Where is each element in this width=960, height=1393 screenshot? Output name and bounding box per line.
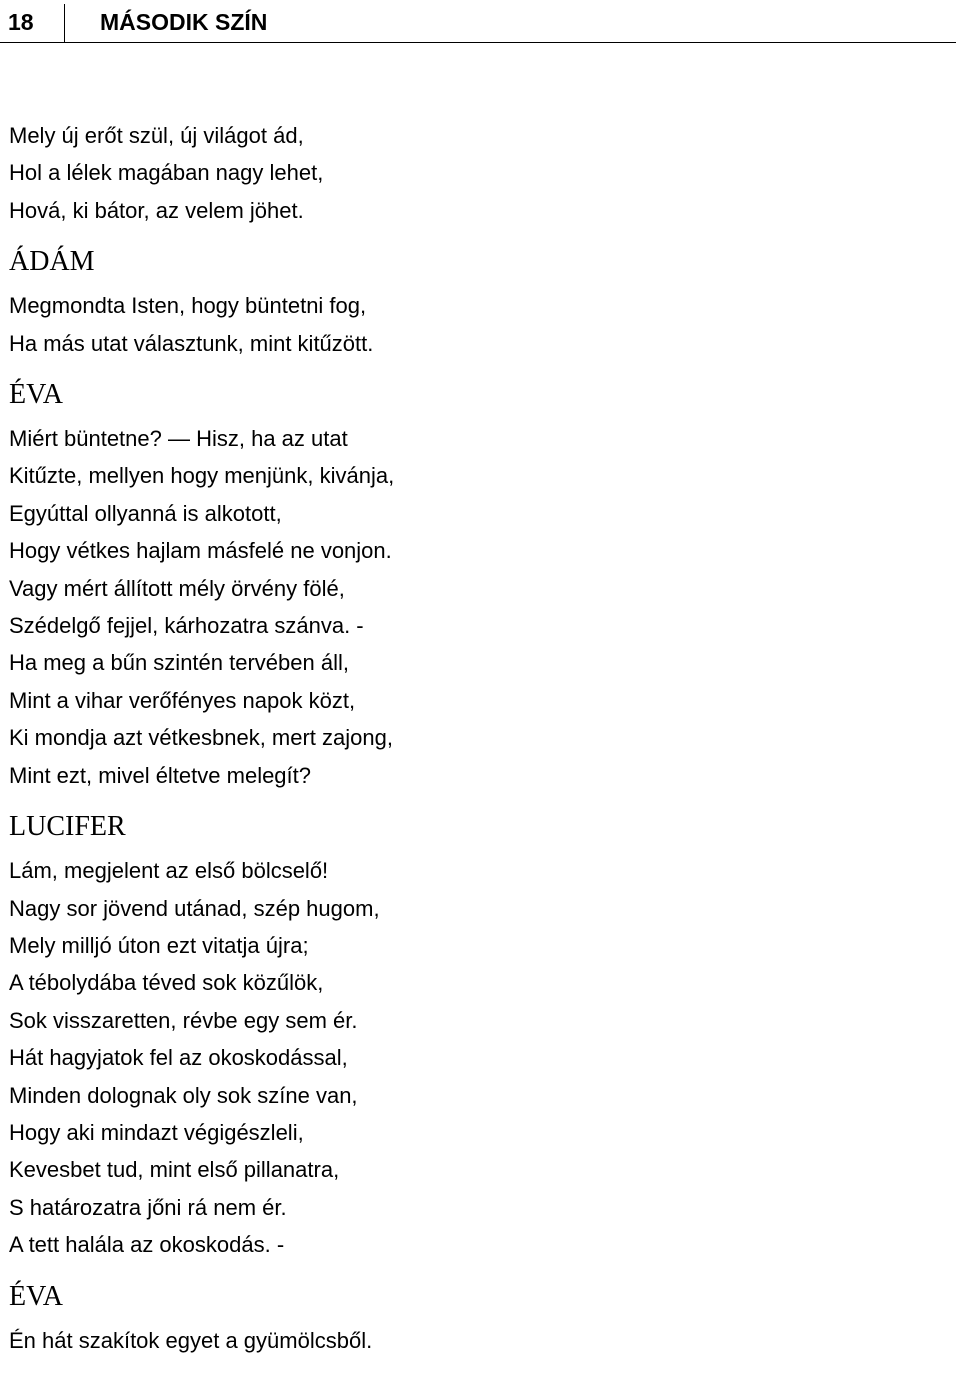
verse-line: Mely új erőt szül, új világot ád,: [9, 123, 304, 148]
verse-line: Ha más utat választunk, mint kitűzött.: [9, 330, 374, 356]
dialogue-block: [9, 1280, 949, 1359]
verse-line: Hogy vétkes hajlam másfelé ne vonjon.: [9, 538, 392, 564]
verse-line: A tett halála az okoskodás. -: [9, 1232, 285, 1258]
verse-line: Lám, megjelent az első bölcselő!: [9, 858, 329, 884]
verse-line: Hová, ki bátor, az velem jöhet.: [9, 197, 304, 223]
verse-line: Mint ezt, mivel éltetve melegít?: [9, 762, 312, 788]
verse-line: Minden dolognak oly sok színe van,: [9, 1082, 358, 1108]
verse-line: Hogy aki mindazt végigészleli,: [9, 1119, 304, 1145]
verse-line: Szédelgő fejjel, kárhozatra szánva. -: [9, 613, 364, 639]
page-number: 18: [8, 9, 34, 35]
verse-line: Sok visszaretten, révbe egy sem ér.: [9, 1007, 358, 1033]
verse-line: Hol a lélek magában nagy lehet,: [9, 160, 324, 186]
verse-line: Nagy sor jövend utánad, szép hugom,: [9, 895, 380, 921]
header-rule: [0, 42, 956, 43]
speaker-name: LUCIFER: [9, 811, 126, 843]
speaker-name: ÁDÁM: [9, 246, 95, 278]
verse-line: Ha meg a bűn szintén tervében áll,: [9, 650, 349, 676]
dialogue-block: [9, 245, 949, 362]
speaker-name: ÉVA: [9, 379, 63, 411]
verse-line: Kitűzte, mellyen hogy menjünk, kivánja,: [9, 463, 395, 489]
dialogue-block: [9, 810, 949, 1263]
verse-line: Mely milljó úton ezt vitatja újra;: [9, 932, 309, 958]
page-header: [0, 0, 960, 44]
chapter-title: MÁSODIK SZÍN: [100, 9, 268, 35]
verse-line: Én hát szakítok egyet a gyümölcsből.: [9, 1327, 373, 1353]
dialogue-block: [9, 117, 949, 229]
verse-line: S határozatra jőni rá nem ér.: [9, 1194, 287, 1220]
verse-line: Mint a vihar verőfényes napok közt,: [9, 687, 356, 713]
verse-line: Vagy mért állított mély örvény fölé,: [9, 575, 345, 601]
verse-line: Hát hagyjatok fel az okoskodással,: [9, 1045, 348, 1071]
play-text: [9, 117, 949, 1359]
verse-line: Ki mondja azt vétkesbnek, mert zajong,: [9, 725, 393, 751]
verse-line: Miért büntetne? — Hisz, ha az utat: [9, 426, 348, 452]
verse-line: A tébolydába téved sok közűlök,: [9, 970, 324, 996]
verse-line: Megmondta Isten, hogy büntetni fog,: [9, 293, 367, 319]
verse-line: Egyúttal ollyanná is alkotott,: [9, 500, 282, 526]
dialogue-block: [9, 378, 949, 794]
header-vertical-divider: [64, 4, 65, 42]
speaker-name: ÉVA: [9, 1280, 63, 1312]
verse-line: Kevesbet tud, mint első pillanatra,: [9, 1157, 340, 1183]
